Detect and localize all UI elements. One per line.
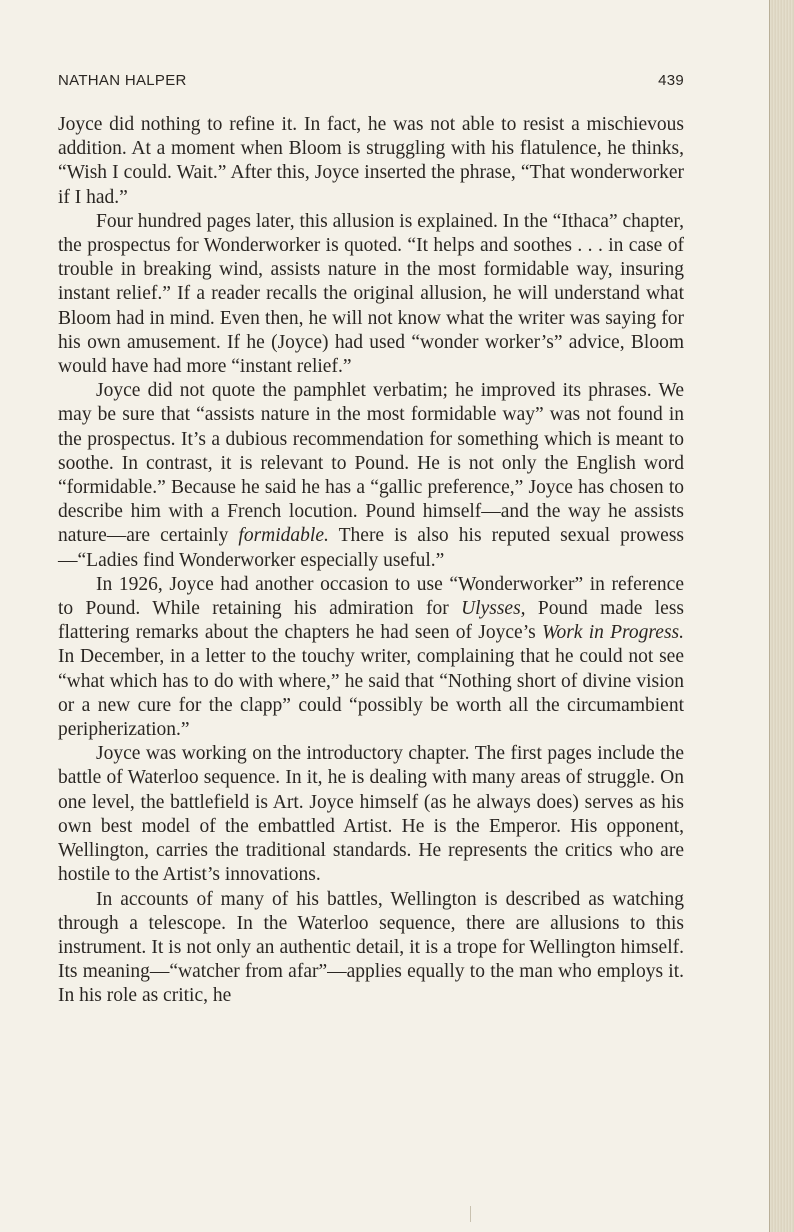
running-head-author: NATHAN HALPER (58, 72, 187, 89)
paragraph-3 (58, 379, 684, 573)
paragraph-3-italic-formidable: formidable. (238, 525, 329, 547)
running-head (58, 72, 684, 89)
paragraph-3-text-a: Joyce did not quote the pamphlet verbatim; he improved its phrases. We may be sure that “assists nature in the most formidable way” was not found in the prospectus. It’s a dubious recommendation for something which is meant to soothe. In contrast, it is relevant to Pound. He is not only the English word “formidable.” Because he said he has a “gallic preference,” Joyce has chosen to describe him with a French locution. Pound himself—and the way he assists nature—are certainly (58, 380, 684, 547)
paragraph-4-text-c: In December, in a letter to the touchy writer, complaining that he could not see “what which has to do with where,” he said that “Nothing short of divine vision or a new cure for the clapp” could “possibly be worth all the circumambient peripherization.” (58, 646, 684, 741)
paragraph-4-text-a: In 1926, Joyce had another occasion to use “Wonderworker” in reference to Pound. While retaining his admiration for (58, 573, 684, 620)
paragraph-6-text: In accounts of many of his battles, Wellington is described as watching through a telescope. In the Waterloo sequence, there are allusions to this instrument. It is not only an authentic detail, it is a trope for Wellington himself. Its meaning—“watcher from afar”—applies equally to the man who employs it. In his role as critic, he (58, 888, 684, 1007)
paragraph-4-italic-work-in-progress: Work in Progress. (541, 622, 684, 644)
paragraph-6 (58, 888, 684, 1009)
paragraph-5 (58, 742, 684, 887)
page-edge (769, 0, 794, 1232)
gutter-mark (470, 1206, 471, 1222)
paragraph-5-text: Joyce was working on the introductory chapter. The first pages include the battle of Waterloo sequence. In it, he is dealing with many areas of struggle. On one level, the battlefield is Art. Joyce himself (as he always does) serves as his own best model of the embattled Artist. He is the Emperor. His opponent, Wellington, carries the traditional standards. He represents the critics who are hostile to the Artist’s innovations. (58, 743, 684, 886)
paragraph-1-text: Joyce did nothing to refine it. In fact, he was not able to resist a mischievous addition. At a moment when Bloom is struggling with his flatulence, he thinks, “Wish I could. Wait.” After this, Joyce inserted the phrase, “That wonderworker if I had.” (58, 114, 684, 208)
paragraph-3-text-b: There is also his reputed sexual prowess—“Ladies find Wonderworker especially useful.” (58, 525, 684, 571)
paragraph-2 (58, 210, 684, 379)
paragraph-4-italic-ulysses: Ulysses, (461, 598, 526, 620)
body-text (58, 113, 684, 1009)
paragraph-1 (58, 113, 684, 210)
paragraph-4-text-b: Pound made less flattering remarks about the chapters he had seen of Joyce’s (58, 598, 684, 644)
paragraph-4 (58, 573, 684, 742)
paragraph-2-text: Four hundred pages later, this allusion is explained. In the “Ithaca” chapter, the prospectus for Wonderworker is quoted. “It helps and soothes . . . in case of trouble in breaking wind, assists nature in the most formidable way, insuring instant relief.” If a reader recalls the original allusion, he will understand what Bloom had in mind. Even then, he will not know what the writer was saying for his own amusement. If he (Joyce) had used “wonder worker’s” advice, Bloom would have had more “instant relief.” (58, 210, 684, 378)
page-number: 439 (658, 72, 684, 89)
